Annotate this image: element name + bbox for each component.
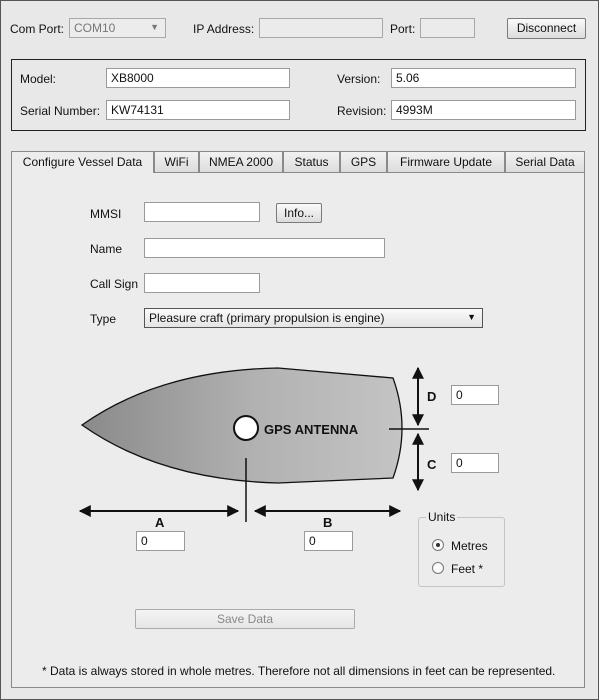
revision-label: Revision:: [337, 104, 387, 118]
dimension-c-label: C: [427, 457, 437, 472]
call-sign-label: Call Sign: [90, 277, 139, 291]
tab-status[interactable]: Status: [283, 151, 340, 172]
tab-wifi[interactable]: WiFi: [154, 151, 199, 172]
save-data-button[interactable]: Save Data: [135, 609, 355, 629]
tab-firmware-update[interactable]: Firmware Update: [387, 151, 505, 172]
tab-serial-data[interactable]: Serial Data: [505, 151, 585, 172]
feet-radio[interactable]: [432, 562, 444, 574]
serial-number-label: Serial Number:: [20, 104, 101, 118]
dimension-a-field[interactable]: 0: [136, 531, 185, 551]
metres-label[interactable]: Metres: [451, 539, 488, 553]
dimension-b-field[interactable]: 0: [304, 531, 353, 551]
type-label: Type: [90, 312, 117, 326]
name-label: Name: [90, 242, 123, 256]
disconnect-button[interactable]: Disconnect: [507, 18, 586, 39]
units-title: Units: [428, 510, 456, 524]
metres-radio[interactable]: [432, 539, 444, 551]
gps-antenna-label: GPS ANTENNA: [264, 422, 359, 437]
serial-number-field[interactable]: KW74131: [106, 100, 290, 120]
model-label: Model:: [20, 72, 57, 86]
chevron-down-icon: ▼: [467, 312, 476, 322]
dimension-d-label: D: [427, 389, 437, 404]
info-button[interactable]: Info...: [276, 203, 322, 223]
vessel-type-value: Pleasure craft (primary propulsion is engine): [149, 311, 385, 325]
model-field[interactable]: XB8000: [106, 68, 290, 88]
dimension-a-label: A: [155, 515, 165, 530]
footnote-text: * Data is always stored in whole metres. Therefore not all dimensions in feet can be represented.: [42, 664, 556, 678]
version-label: Version:: [337, 72, 381, 86]
radio-selected-dot: [436, 543, 440, 547]
dimension-c-field[interactable]: 0: [451, 453, 499, 473]
ip-address-label: IP Address:: [193, 22, 255, 36]
gps-antenna-marker: [234, 416, 258, 440]
port-label: Port:: [390, 22, 416, 36]
chevron-down-icon: ▼: [150, 22, 159, 32]
tab-configure-vessel-data[interactable]: Configure Vessel Data: [11, 151, 154, 173]
com-port-label: Com Port:: [10, 22, 65, 36]
tab-nmea-2000[interactable]: NMEA 2000: [199, 151, 283, 172]
dimension-d-field[interactable]: 0: [451, 385, 499, 405]
feet-label[interactable]: Feet *: [451, 562, 484, 576]
mmsi-label: MMSI: [90, 207, 122, 221]
version-field[interactable]: 5.06: [391, 68, 576, 88]
com-port-value: COM10: [74, 21, 116, 35]
tab-gps[interactable]: GPS: [340, 151, 387, 172]
dimension-b-label: B: [323, 515, 333, 530]
revision-field[interactable]: 4993M: [391, 100, 576, 120]
